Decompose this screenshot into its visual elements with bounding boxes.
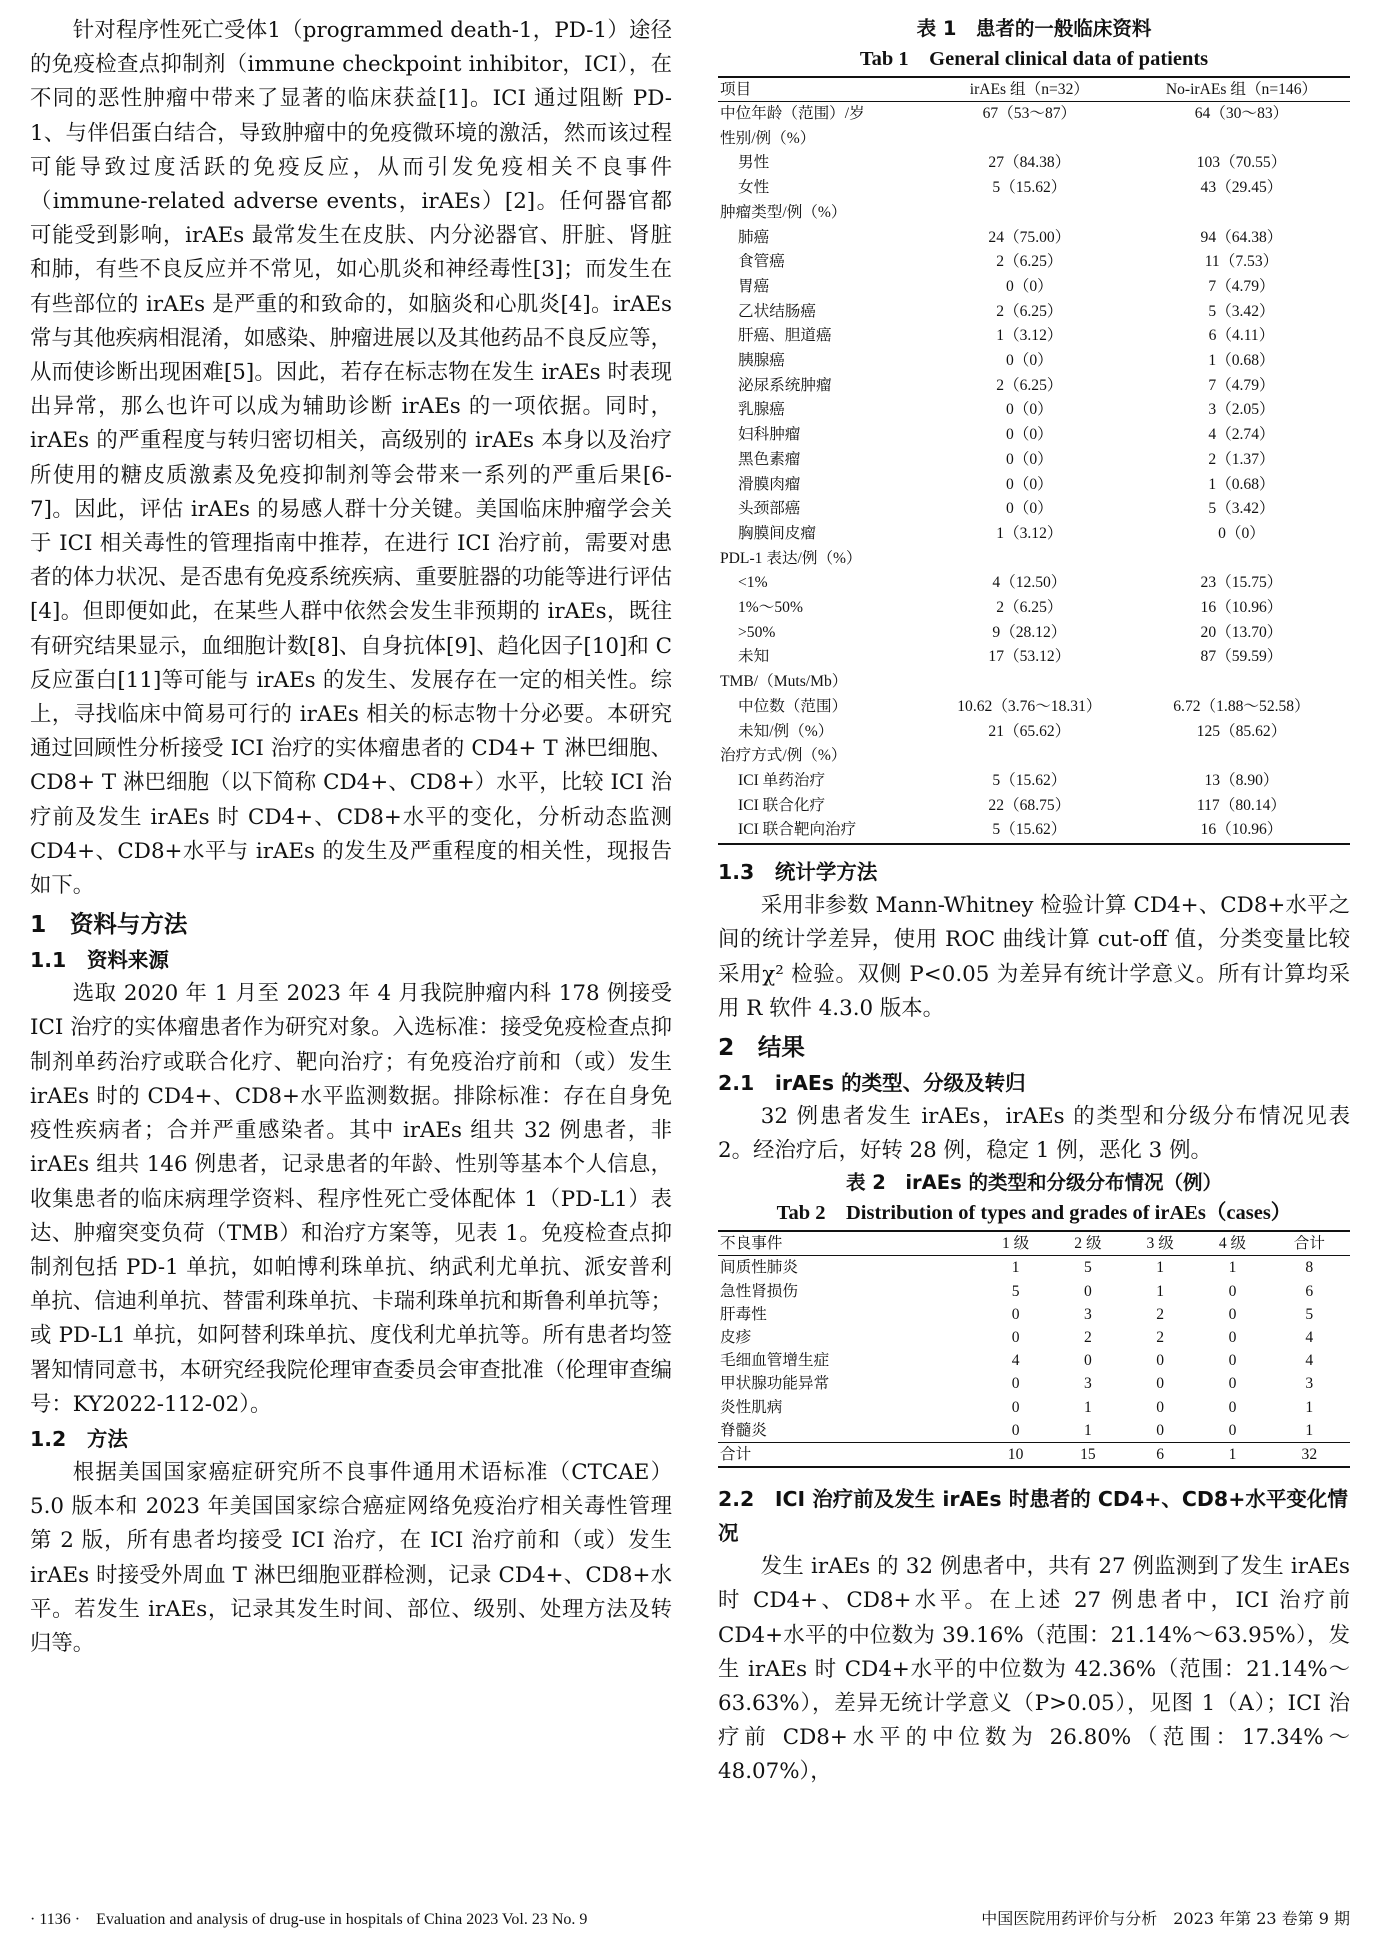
table-2-total-cell: 6 (1124, 1442, 1196, 1467)
table-1-row-label: 滑膜肉瘤 (738, 475, 801, 493)
table-2-row-label: 甲状腺功能异常 (720, 1375, 830, 1393)
table-2-cell: 1 (1084, 1398, 1092, 1416)
table-1-row-label: 黑色素瘤 (738, 450, 801, 468)
table-2-header: 4 级 (1196, 1231, 1268, 1256)
table-2-cell: 4 (1305, 1352, 1314, 1370)
table-2-cell: 1 (1084, 1421, 1092, 1439)
table-1-cell: 5（15.62） (992, 821, 1067, 839)
table-1-header-item: 项目 (718, 77, 926, 102)
table-1-cell (926, 670, 1133, 695)
table-2-cell: 1 (1305, 1421, 1314, 1439)
table-2-cell: 0 (1011, 1328, 1020, 1346)
table-row (718, 670, 1350, 695)
table-1-row-label: 头颈部癌 (738, 500, 801, 518)
table-2-cell: 6 (1305, 1282, 1314, 1300)
table-1-row-label: 性别/例（%） (720, 129, 816, 147)
table-2-row-label: 皮疹 (720, 1328, 752, 1346)
subsection-2-2-text: 发生 irAEs 的 32 例患者中，共有 27 例监测到了发生 irAEs 时 CD4+、CD8+水平。在上述 27 例患者中，ICI 治疗前 CD4+水平的中位数为 39.16%（范围：21.14%～63.95%），发生 irAEs 时 CD4+水平的中位数为 42.36%（范围：21.14%～63.63%），差异无统计学意义（P>0.05），见图 1（A）；ICI 治疗前 CD8+水平的中位数为 26.80%（范围：17.34%～48.07%）， (718, 1554, 1350, 1785)
table-row (718, 547, 1350, 572)
table-1-header-irAEs: irAEs 组（n=32） (926, 77, 1133, 102)
table-1-row-label: 1%～50% (738, 599, 803, 617)
table-2-row-label: 炎性肌病 (720, 1398, 783, 1416)
table-row (718, 300, 1350, 325)
table-row (718, 127, 1350, 152)
table-row (718, 571, 1350, 596)
table-1-cell: 6.72（1.88～52.58） (1173, 697, 1310, 715)
table-1-cell: 16（10.96） (1200, 599, 1283, 617)
table-1-cell: 7（4.79） (1208, 277, 1275, 295)
table-1-cell: 87（59.59） (1200, 648, 1283, 666)
table-1-cell: 23（15.75） (1200, 574, 1283, 592)
table-1-body (718, 102, 1350, 845)
table-1-cell: 9（28.12） (992, 623, 1067, 641)
table-1-cell: 20（13.70） (1200, 623, 1283, 641)
section-2-title: 2 结果 (718, 1032, 805, 1061)
footer-left: · 1136 · Evaluation and analysis of drug-use in hospitals of China 2023 Vol. 23 No. 9 (30, 1911, 588, 1928)
table-row (718, 744, 1350, 769)
table-1-cell: 2（1.37） (1208, 450, 1275, 468)
table-1-cell: 117（80.14） (1196, 796, 1287, 814)
table-2-cell: 0 (1084, 1282, 1092, 1300)
table-2-cell: 0 (1156, 1375, 1165, 1393)
table-row (718, 151, 1350, 176)
table-1-cell: 21（65.62） (988, 722, 1071, 740)
table-1-cell: 0（0） (1005, 401, 1053, 419)
table-row (718, 621, 1350, 646)
table-1-cell: 0（0） (1005, 426, 1053, 444)
subsection-1-1-title: 1.1 资料来源 (30, 948, 169, 973)
table-1-cell: 0（0） (1005, 475, 1053, 493)
table-1-cell: 2（6.25） (996, 599, 1063, 617)
table-1-cell: 11（7.53） (1204, 253, 1279, 271)
table-2-cell: 3 (1305, 1375, 1314, 1393)
table-1-cell: 43（29.45） (1200, 179, 1283, 197)
table-1-cell: 103（70.55） (1196, 154, 1287, 172)
table-1-cell: 1（0.68） (1208, 352, 1275, 370)
table-2-cell: 0 (1228, 1328, 1237, 1346)
table-1-cell: 5（15.62） (992, 179, 1067, 197)
left-column (30, 14, 672, 1661)
table-2-cell: 0 (1011, 1305, 1020, 1323)
table-2-cell: 1 (1228, 1259, 1237, 1277)
table-2-cell: 0 (1228, 1398, 1237, 1416)
table-row (718, 1419, 1350, 1443)
table-row (718, 695, 1350, 720)
table-1-row-label: 乙状结肠癌 (738, 302, 816, 320)
table-1-cell: 10.62（3.76～18.31） (957, 697, 1102, 715)
table-row (718, 645, 1350, 670)
table-2-row-label: 间质性肺炎 (720, 1259, 798, 1277)
table-1-cell: 5（3.42） (1208, 500, 1275, 518)
table-1-cell: 5（3.42） (1208, 302, 1275, 320)
table-1-row-label: 男性 (738, 154, 770, 172)
table-2-cell: 4 (1305, 1328, 1314, 1346)
table-2-cell: 0 (1228, 1375, 1237, 1393)
table-2-row-label: 脊髓炎 (720, 1421, 767, 1439)
table-1-cell: 67（53～87） (982, 105, 1077, 122)
table-1-cell: 17（53.12） (988, 648, 1071, 666)
table-2-cell: 1 (1156, 1282, 1165, 1300)
table-2-cell: 1 (1011, 1259, 1020, 1277)
table-1-row-label: <1% (738, 574, 768, 592)
table-1-cell: 6（4.11） (1208, 327, 1275, 345)
table-1-row-label: 女性 (738, 179, 770, 197)
table-row (718, 596, 1350, 621)
table-row (718, 1303, 1350, 1326)
subsection-1-2-text: 根据美国国家癌症研究所不良事件通用术语标准（CTCAE）5.0 版本和 2023 年美国国家综合癌症网络免疫治疗相关毒性管理第 2 版，所有患者均接受 ICI 治疗，在 ICI 治疗前和（或）发生 irAEs 时接受外周血 T 淋巴细胞亚群检测，记录 CD4+、CD8+水平。若发生 irAEs，记录其发生时间、部位、级别、处理方法及转归等。 (30, 1459, 672, 1656)
table-2-cell: 0 (1011, 1398, 1020, 1416)
table-1-cell: 13（8.90） (1204, 771, 1279, 789)
table-1-cell: 16（10.96） (1200, 821, 1283, 839)
table-1-cell: 7（4.79） (1208, 376, 1275, 394)
table-1 (718, 76, 1350, 845)
table-2-header: 3 级 (1124, 1231, 1196, 1256)
intro-paragraph: 针对程序性死亡受体1（programmed death-1，PD-1）途径的免疫检查点抑制剂（immune checkpoint inhibitor，ICI），在不同的恶性肿瘤中带来了显著的临床获益[1]。ICI 通过阻断 PD-1、与伴侣蛋白结合，导致肿瘤中的免疫微环境的激活，然而该过程可能导致过度活跃的免疫反应，从而引发免疫相关不良事件（immune-related adverse events，irAEs）[2]。任何器官都可能受到影响，irAEs 最常发生在皮肤、内分泌器官、肝脏、肾脏和肺，有些不良反应并不常见，如心肌炎和神经毒性[3]；而发生在有些部位的 irAEs 是严重的和致命的，如脑炎和心肌炎[4]。irAEs 常与其他疾病相混淆，如感染、肿瘤进展以及其他药品不良反应等，从而使诊断出现困难[5]。因此，若存在标志物在发生 irAEs 时表现出异常，那么也许可以成为辅助诊断 irAEs 的一项依据。同时，irAEs 的严重程度与转归密切相关，高级别的 irAEs 本身以及治疗所使用的糖皮质激素及免疫抑制剂等会带来一系列的严重后果[6-7]。因此，评估 irAEs 的易感人群十分关键。美国临床肿瘤学会关于 ICI 相关毒性的管理指南中推荐，在进行 ICI 治疗前，需要对患者的体力状况、是否患有免疫系统疾病、重要脏器的功能等进行评估[4]。但即便如此，在某些人群中依然会发生非预期的 irAEs，既往有研究结果显示，血细胞计数[8]、自身抗体[9]、趋化因子[10]和 C 反应蛋白[11]等可能与 irAEs 的发生、发展存在一定的相关性。综上，寻找临床中简易可行的 irAEs 相关的标志物十分必要。本研究通过回顾性分析接受 ICI 治疗的实体瘤患者的 CD4+ T 淋巴细胞、CD8+ T 淋巴细胞（以下简称 CD4+、CD8+）水平，比较 ICI 治疗前及发生 irAEs 时 CD4+、CD8+水平的变化，分析动态监测 CD4+、CD8+水平与 irAEs 的发生及严重程度的相关性，现报告如下。 (30, 18, 672, 899)
table-1-caption-zh: 表 1 患者的一般临床资料 (916, 17, 1152, 40)
table-2-cell: 0 (1228, 1282, 1237, 1300)
table-row (718, 201, 1350, 226)
table-row (718, 423, 1350, 448)
table-1-row-label: 未知 (738, 648, 770, 666)
table-2-row-label: 肝毒性 (720, 1305, 767, 1323)
table-2-cell: 2 (1084, 1328, 1092, 1346)
table-1-row-label: ICI 单药治疗 (738, 771, 826, 789)
table-1-row-label: 胃癌 (738, 277, 770, 295)
table-row (718, 448, 1350, 473)
table-1-row-label: 中位数（范围） (738, 697, 848, 715)
table-2-cell: 5 (1011, 1282, 1020, 1300)
table-2-row-label: 急性肾损伤 (720, 1282, 798, 1300)
footer-right: 中国医院用药评价与分析 2023 年第 23 卷第 9 期 (981, 1909, 1350, 1928)
table-1-row-label: TMB/（Muts/Mb） (720, 673, 848, 691)
table-1-row-label: 乳腺癌 (738, 401, 785, 419)
subsection-1-1-text: 选取 2020 年 1 月至 2023 年 4 月我院肿瘤内科 178 例接受 ICI 治疗的实体瘤患者作为研究对象。入选标准：接受免疫检查点抑制剂单药治疗或联合化疗、靶向治疗；有免疫治疗前和（或）发生 irAEs 时的 CD4+、CD8+水平监测数据。排除标准：存在自身免疫性疾病者；合并严重感染者。其中 irAEs 组共 32 例患者，非 irAEs 组共 146 例患者，记录患者的年龄、性别等基本个人信息，收集患者的临床病理学资料、程序性死亡受体配体 1（PD-L1）表达、肿瘤突变负荷（TMB）和治疗方案等，见表 1。免疫检查点抑制剂包括 PD-1 单抗，如帕博利珠单抗、纳武利尤单抗、派安普利单抗、信迪利单抗、替雷利珠单抗、卡瑞利珠单抗和斯鲁利单抗等；或 PD-L1 单抗，如阿替利珠单抗、度伐利尤单抗等。所有患者均签署知情同意书，本研究经我院伦理审查委员会审查批准（伦理审查编号：KY2022-112-02）。 (30, 981, 672, 1417)
section-1-title: 1 资料与方法 (30, 910, 188, 939)
table-2-cell: 3 (1084, 1375, 1092, 1393)
table-2-cell: 0 (1228, 1305, 1237, 1323)
table-1-caption-en: Tab 1 General clinical data of patients (859, 48, 1209, 70)
table-row (718, 1280, 1350, 1303)
table-1-row-label: >50% (738, 623, 776, 641)
table-row (718, 497, 1350, 522)
table-1-cell: 3（2.05） (1208, 401, 1275, 419)
table-2-header: 合计 (1269, 1231, 1350, 1256)
table-1-cell (926, 744, 1133, 769)
table-2-cell: 2 (1156, 1305, 1165, 1323)
table-1-row-label: 治疗方式/例（%） (720, 747, 847, 765)
table-2-cell: 8 (1305, 1259, 1314, 1277)
table-2-cell: 2 (1156, 1328, 1165, 1346)
table-2-cell: 0 (1156, 1398, 1165, 1416)
table-row (718, 324, 1350, 349)
table-1-row-label: ICI 联合化疗 (738, 796, 826, 814)
table-1-cell: 0（0） (1005, 277, 1053, 295)
table-row (718, 522, 1350, 547)
table-1-cell (1133, 201, 1350, 226)
table-1-cell: 5（15.62） (992, 771, 1067, 789)
table-2-cell: 0 (1228, 1352, 1237, 1370)
subsection-2-1-title: 2.1 irAEs 的类型、分级及转归 (718, 1070, 1026, 1095)
table-1-cell: 2（6.25） (996, 302, 1063, 320)
table-2-total-label: 合计 (718, 1442, 979, 1467)
subsection-2-2-title: 2.2 ICI 治疗前及发生 irAEs 时患者的 CD4+、CD8+水平变化情况 (718, 1487, 1348, 1546)
table-1-cell (1133, 127, 1350, 152)
table-1-row-label: 胸膜间皮瘤 (738, 524, 816, 542)
table-2-caption-zh: 表 2 irAEs 的类型和分级分布情况（例） (846, 1171, 1222, 1195)
table-row (718, 1396, 1350, 1419)
table-2-total-cell: 1 (1196, 1442, 1268, 1467)
table-2-header: 2 级 (1052, 1231, 1124, 1256)
table-2-cell: 0 (1084, 1352, 1092, 1370)
table-2-header: 不良事件 (718, 1231, 979, 1256)
table-1-header-no-irAEs: No-irAEs 组（n=146） (1133, 77, 1350, 102)
table-1-row-label: 未知/例（%） (738, 722, 834, 740)
table-1-row-label: 胰腺癌 (738, 352, 785, 370)
table-row (718, 1349, 1350, 1372)
table-2-total-cell: 15 (1052, 1442, 1124, 1467)
table-1-cell (1133, 547, 1350, 572)
table-row (718, 398, 1350, 423)
table-1-row-label: PDL-1 表达/例（%） (720, 549, 862, 567)
table-2-cell: 0 (1011, 1375, 1020, 1393)
table-2-cell: 1 (1305, 1398, 1314, 1416)
table-row (718, 818, 1350, 844)
table-1-row-label: 妇科肿瘤 (738, 426, 801, 444)
subsection-1-2-title: 1.2 方法 (30, 1426, 128, 1451)
table-1-row-label: 泌尿系统肿瘤 (738, 376, 832, 394)
table-row (718, 349, 1350, 374)
table-1-cell: 64（30～83） (1194, 105, 1289, 122)
table-1-cell: 2（6.25） (996, 253, 1063, 271)
table-1-cell: 0（0） (1218, 524, 1265, 542)
table-1-cell: 0（0） (1005, 450, 1053, 468)
table-1-row-label: ICI 联合靶向治疗 (738, 821, 857, 839)
table-1-cell (926, 547, 1133, 572)
table-2-cell: 3 (1084, 1305, 1092, 1323)
table-1-cell: 24（75.00） (988, 228, 1071, 246)
table-1-cell: 2（6.25） (996, 376, 1063, 394)
table-1-cell (926, 201, 1133, 226)
table-1-cell: 0（0） (1005, 500, 1053, 518)
table-2-cell: 0 (1156, 1352, 1165, 1370)
table-1-cell: 125（85.62） (1196, 722, 1287, 740)
table-2-total-row (718, 1442, 1350, 1467)
table-1-cell: 94（64.38） (1200, 228, 1283, 246)
table-row (718, 250, 1350, 275)
table-2 (718, 1230, 1350, 1468)
table-2-cell: 5 (1084, 1259, 1092, 1277)
table-row (718, 473, 1350, 498)
table-2-cell: 0 (1228, 1421, 1237, 1439)
table-1-row-label: 肿瘤类型/例（%） (720, 203, 847, 221)
table-1-cell: 4（2.74） (1208, 426, 1275, 444)
table-1-cell (926, 127, 1133, 152)
table-2-header: 1 级 (979, 1231, 1051, 1256)
table-2-row-label: 毛细血管增生症 (720, 1352, 830, 1370)
table-2-cell: 0 (1011, 1421, 1020, 1439)
table-1-cell: 1（3.12） (996, 327, 1063, 345)
subsection-2-1-text: 32 例患者发生 irAEs，irAEs 的类型和分级分布情况见表 2。经治疗后，好转 28 例，稳定 1 例，恶化 3 例。 (718, 1103, 1350, 1164)
table-1-cell: 22（68.75） (988, 796, 1071, 814)
table-2-cell: 1 (1156, 1259, 1165, 1277)
table-1-cell (1133, 670, 1350, 695)
right-column (718, 14, 1350, 1790)
table-row (718, 374, 1350, 399)
table-1-cell: 1（0.68） (1208, 475, 1275, 493)
table-1-cell: 4（12.50） (992, 574, 1067, 592)
table-row (718, 176, 1350, 201)
table-1-row-label: 肝癌、胆道癌 (738, 327, 832, 345)
subsection-1-3-title: 1.3 统计学方法 (718, 860, 878, 885)
table-row (718, 769, 1350, 794)
table-1-cell: 1（3.12） (996, 524, 1063, 542)
table-2-cell: 4 (1011, 1352, 1020, 1370)
subsection-1-3-text: 采用非参数 Mann-Whitney 检验计算 CD4+、CD8+水平之间的统计学差异，使用 ROC 曲线计算 cut-off 值，分类变量比较采用χ² 检验。双侧 P<0.05 为差异有统计学意义。所有计算均采用 R 软件 4.3.0 版本。 (718, 893, 1350, 1021)
table-row (718, 275, 1350, 300)
table-1-row-label: 食管癌 (738, 253, 785, 271)
table-1-row-label: 中位年龄（范围）/岁 (720, 105, 865, 122)
table-2-cell: 5 (1305, 1305, 1314, 1323)
table-2-total-cell: 10 (979, 1442, 1051, 1467)
table-row (718, 1326, 1350, 1349)
table-2-body (718, 1256, 1350, 1467)
table-row (718, 102, 1350, 127)
table-1-cell (1133, 744, 1350, 769)
table-row (718, 794, 1350, 819)
table-row (718, 226, 1350, 251)
table-1-row-label: 肺癌 (738, 228, 770, 246)
table-row (718, 1256, 1350, 1280)
table-1-cell: 27（84.38） (988, 154, 1071, 172)
table-2-cell: 0 (1156, 1421, 1165, 1439)
table-2-caption-en: Tab 2 Distribution of types and grades of irAEs（cases） (776, 1202, 1292, 1225)
table-row (718, 1372, 1350, 1395)
table-row (718, 720, 1350, 745)
table-2-total-cell: 32 (1269, 1442, 1350, 1467)
table-1-cell: 0（0） (1005, 352, 1053, 370)
